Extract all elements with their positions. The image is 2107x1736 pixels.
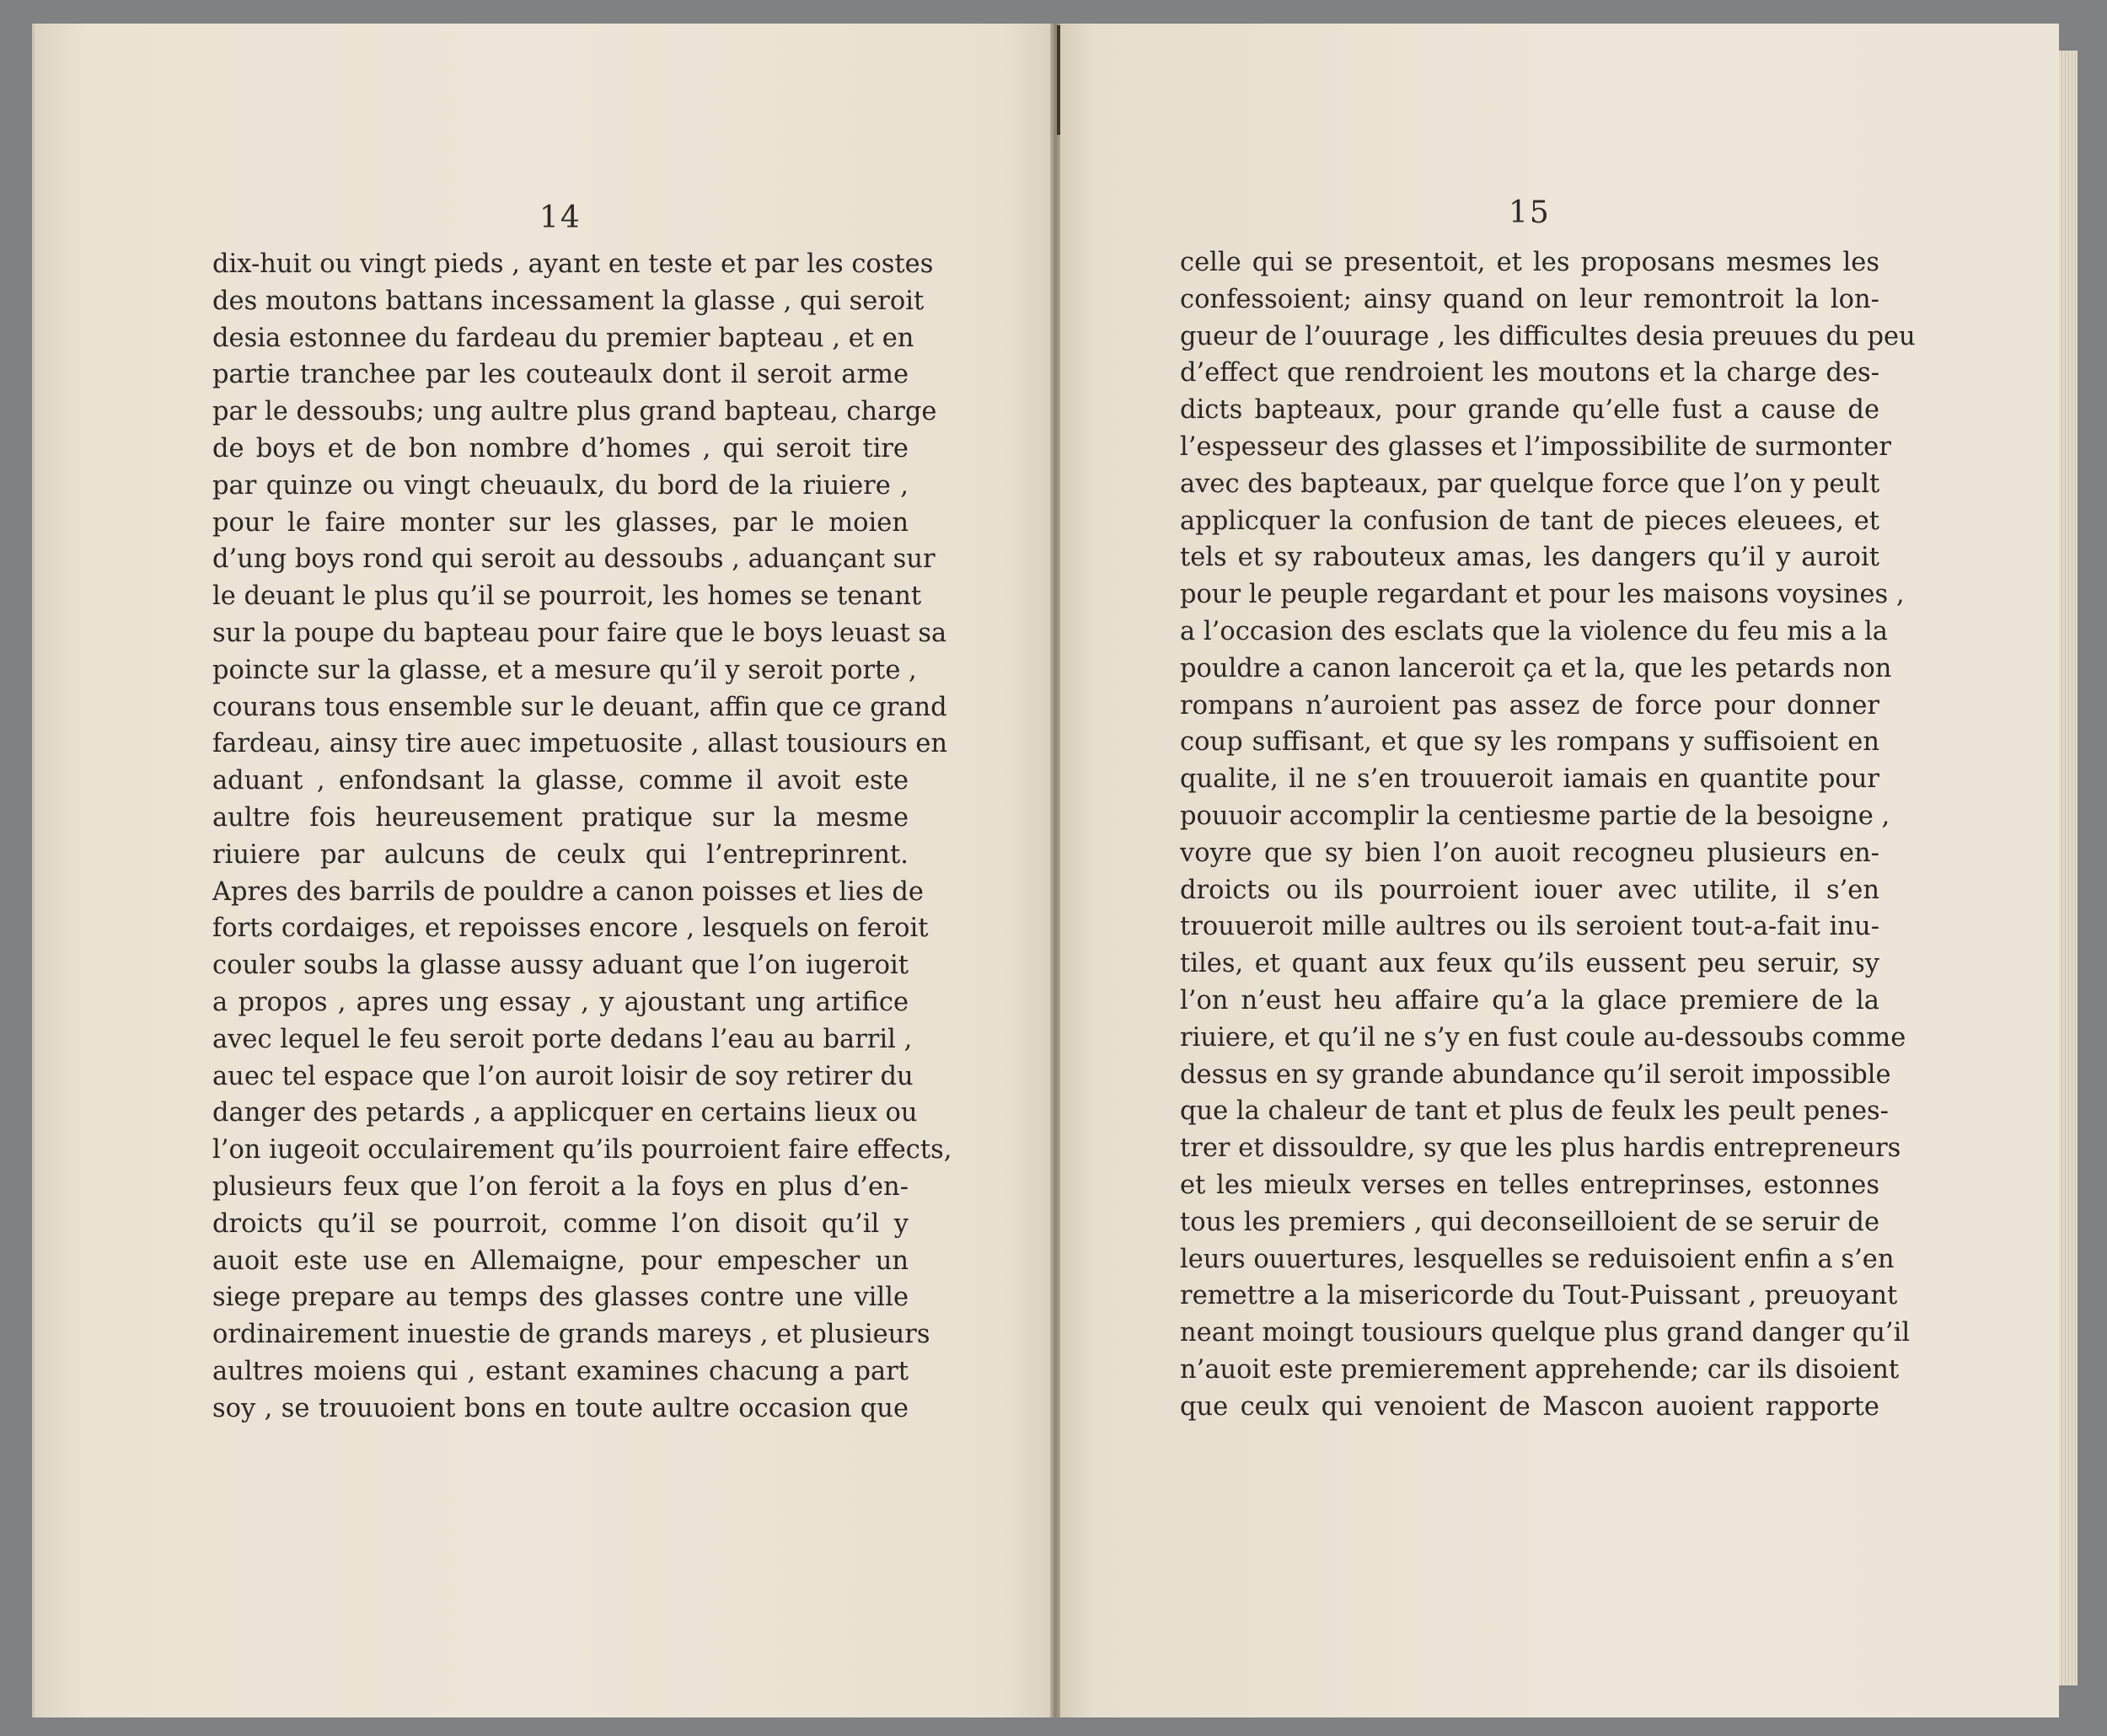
text-line: aduant , enfondsant la glasse, comme il avoit este (212, 766, 909, 796)
text-line: celle qui se presentoit, et les proposans mesmes les (1180, 248, 1879, 277)
page-number-left: 14 (539, 201, 582, 235)
text-line: l’on n’eust heu affaire qu’a la glace premiere de la (1180, 985, 1879, 1015)
text-line: d’ung boys rond qui seroit au dessoubs , aduançant sur (212, 544, 936, 575)
page-number-right: 15 (1509, 196, 1551, 230)
text-line: danger des petards , a applicquer en certains lieux ou (212, 1098, 918, 1128)
text-line: leurs ouuertures, lesquelles se reduisoient enfin a s’en (1180, 1244, 1895, 1274)
text-line: rompans n’auroient pas assez de force pour donner (1180, 690, 1879, 721)
text-line: coup suffisant, et que sy les rompans y suffisoient en (1180, 727, 1879, 758)
text-line: aultres moiens qui , estant examines chacung a part (212, 1356, 909, 1386)
text-line: dix-huit ou vingt pieds , ayant en teste et par les costes (212, 249, 934, 279)
text-line: et les mieulx verses en telles entreprinses, estonnes (1180, 1170, 1879, 1200)
text-line: que la chaleur de tant et plus de feulx les peult penes- (1180, 1096, 1889, 1127)
text-line: Apres des barrils de pouldre a canon poisses et lies de (212, 876, 924, 907)
text-line: l’espesseur des glasses et l’impossibilite de surmonter (1180, 431, 1891, 462)
text-line: trouueroit mille aultres ou ils seroient tout-a-fait inu- (1180, 912, 1879, 942)
text-line: pouldre a canon lanceroit ça et la, que les petards non (1180, 653, 1892, 683)
text-line: poincte sur la glasse, et a mesure qu’il y seroit porte , (212, 655, 917, 685)
text-line: dicts bapteaux, pour grande qu’elle fust a cause de (1180, 395, 1879, 426)
text-line: des moutons battans incessament la glasse , qui seroit (212, 286, 925, 316)
text-line: applicquer la confusion de tant de pieces eleuees, et (1180, 506, 1879, 536)
left-page-text (212, 246, 952, 1428)
text-line: pour le peuple regardant et pour les maisons voysines , (1180, 580, 1905, 610)
text-line: desia estonnee du fardeau du premier bapteau , et en (212, 323, 914, 353)
text-line: que ceulx qui venoient de Mascon auoient rapporte (1180, 1391, 1879, 1422)
text-line: gueur de l’ouurage , les difficultes desia preuues du peu (1180, 321, 1916, 351)
text-line: auoit este use en Allemaigne, pour empescher un (212, 1246, 909, 1276)
text-line: de boys et de bon nombre d’homes , qui seroit tire (212, 433, 909, 463)
right-page-text (1180, 244, 1916, 1426)
text-line: tiles, et quant aux feux qu’ils eussent peu seruir, sy (1180, 949, 1879, 979)
text-line: tels et sy rabouteux amas, les dangers qu’il y auroit (1180, 543, 1879, 573)
text-line: par le dessoubs; ung aultre plus grand bapteau, charge (212, 397, 937, 427)
text-line: riuiere, et qu’il ne s’y en fust coule au-dessoubs comme (1180, 1022, 1906, 1053)
text-line: plusieurs feux que l’on feroit a la foys en plus d’en- (212, 1171, 909, 1202)
text-line: d’effect que rendroient les moutons et la charge des- (1180, 358, 1879, 388)
text-line: qualite, il ne s’en trouueroit iamais en quantite pour (1180, 764, 1879, 795)
text-line: auec tel espace que l’on auroit loisir de soy retirer du (212, 1061, 914, 1091)
text-line: droicts qu’il se pourroit, comme l’on disoit qu’il y (212, 1208, 909, 1239)
text-line: voyre que sy bien l’on auoit recogneu plusieurs en- (1180, 838, 1879, 868)
text-line: avec des bapteaux, par quelque force que l’on y peult (1180, 469, 1880, 499)
text-line: courans tous ensemble sur le deuant, affin que ce grand (212, 692, 947, 722)
text-line: ordinairement inuestie de grands mareys , et plusieurs (212, 1320, 930, 1350)
text-line: riuiere par aulcuns de ceulx qui l’entreprinrent. (212, 839, 909, 870)
text-line: pouuoir accomplir la centiesme partie de la besoigne , (1180, 801, 1890, 831)
page-edges (2059, 51, 2078, 1685)
text-line: avec lequel le feu seroit porte dedans l’eau au barril , (212, 1024, 913, 1054)
text-line: couler soubs la glasse aussy aduant que l’on iugeroit (212, 951, 909, 981)
text-line: a propos , apres ung essay , y ajoustant ung artifice (212, 987, 909, 1017)
text-line: l’on iugeoit occulairement qu’ils pourroient faire effects, (212, 1135, 952, 1165)
text-line: tous les premiers , qui deconseilloient de se seruir de (1180, 1207, 1879, 1237)
text-line: par quinze ou vingt cheuaulx, du bord de la riuiere , (212, 470, 909, 501)
text-line: remettre a la misericorde du Tout-Puissant , preuoyant (1180, 1281, 1898, 1311)
text-line: partie tranchee par les couteaulx dont il seroit arme (212, 360, 909, 390)
text-line: trer et dissouldre, sy que les plus hardis entrepreneurs (1180, 1133, 1901, 1164)
text-line: n’auoit este premierement apprehende; car ils disoient (1180, 1354, 1900, 1385)
text-line: neant moingt tousiours quelque plus grand danger qu’il (1180, 1318, 1911, 1348)
text-line: a l’occasion des esclats que la violence du feu mis a la (1180, 616, 1888, 646)
text-line: siege prepare au temps des glasses contre une ville (212, 1283, 909, 1313)
text-line: fardeau, ainsy tire auec impetuosite , allast tousiours en (212, 729, 948, 759)
text-line: droicts ou ils pourroient iouer avec utilite, il s’en (1180, 875, 1879, 905)
text-line: dessus en sy grande abundance qu’il seroit impossible (1180, 1059, 1891, 1090)
text-line: pour le faire monter sur les glasses, par le moien (212, 507, 909, 538)
text-line: confessoient; ainsy quand on leur remontroit la lon- (1180, 284, 1879, 314)
text-line: soy , se trouuoient bons en toute aultre occasion que (212, 1393, 909, 1423)
text-line: aultre fois heureusement pratique sur la mesme (212, 802, 909, 833)
text-line: le deuant le plus qu’il se pourroit, les homes se tenant (212, 581, 922, 612)
text-line: sur la poupe du bapteau pour faire que le boys leuast sa (212, 618, 947, 648)
text-line: forts cordaiges, et repoisses encore , lesquels on feroit (212, 914, 929, 944)
